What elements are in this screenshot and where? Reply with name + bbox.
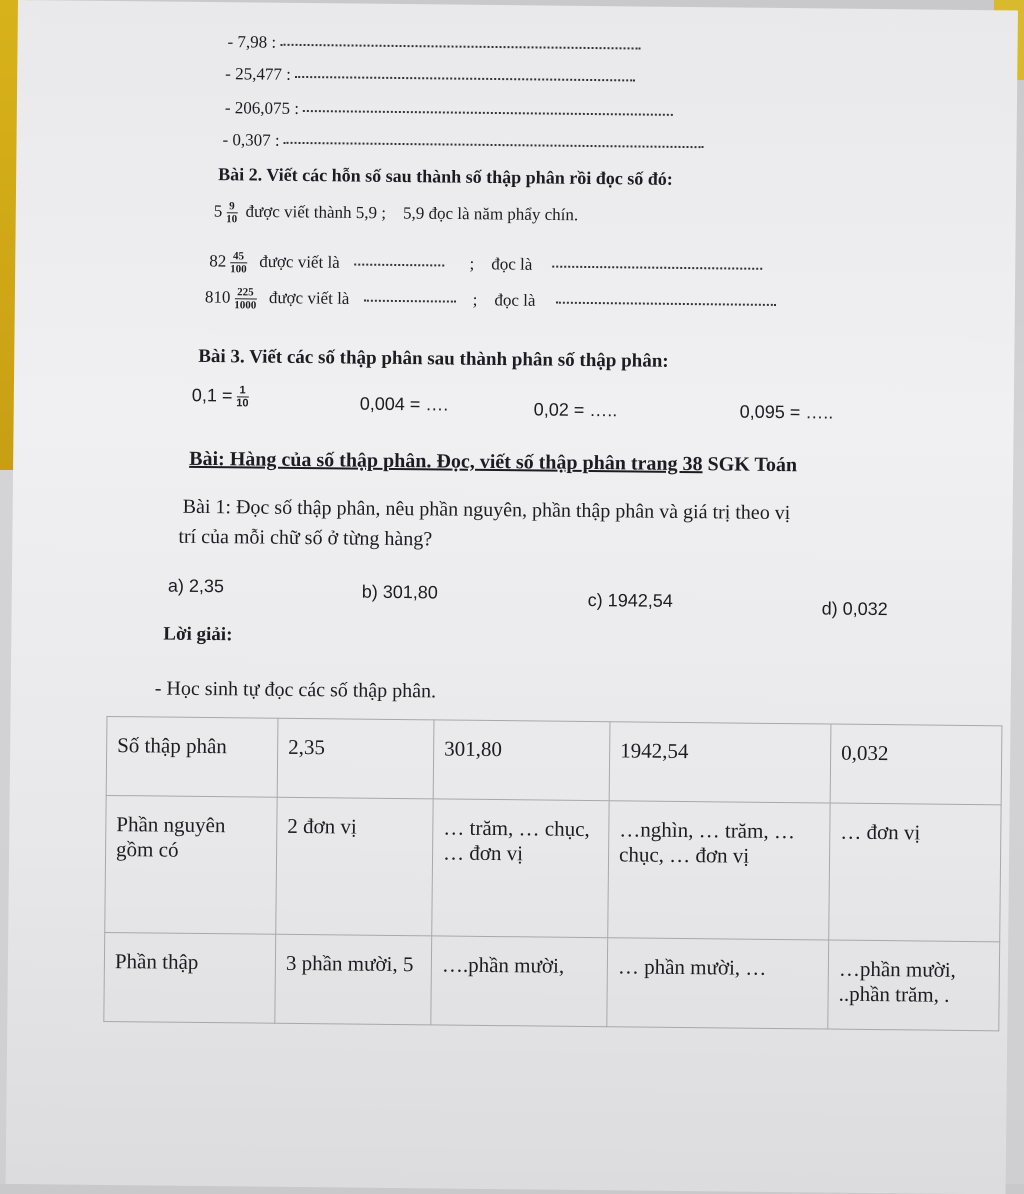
blank-line <box>295 74 635 81</box>
table-cell: … đơn vị <box>829 803 1001 942</box>
fraction-denominator: 100 <box>230 263 247 276</box>
row-label: được viết là <box>268 288 350 308</box>
fraction <box>234 286 256 311</box>
table-row <box>106 716 1002 804</box>
bai1-option: a) 2,35 <box>167 575 225 597</box>
bai3-item: 0,02 = ….. <box>533 399 618 421</box>
example-left: 0,1 = <box>191 385 233 406</box>
bai2-row <box>209 250 763 281</box>
table-cell: … phần mười, … <box>607 938 829 1029</box>
blank-line <box>553 265 763 270</box>
bai3-title: Bài 3. Viết các số thập phân sau thành phân số thập phân: <box>198 345 669 372</box>
loi-giai-label: Lời giải: <box>163 623 233 646</box>
fraction-numerator: 9 <box>226 200 237 213</box>
table-cell: Phần nguyên gồm có <box>105 795 277 934</box>
list-item <box>222 130 704 155</box>
fraction <box>230 250 247 275</box>
example-text: được viết thành 5,9 ; <box>245 201 387 223</box>
table-cell: 3 phần mười, 5 <box>275 934 432 1025</box>
table-cell: Phần thập <box>104 932 276 1023</box>
bai3-item: 0,095 = ….. <box>739 401 834 423</box>
section-heading <box>189 448 797 477</box>
table-cell: ….phần mười, <box>431 936 608 1027</box>
blank-line <box>284 140 704 147</box>
note-text: - Học sinh tự đọc các số thập phân. <box>154 677 437 703</box>
section-heading-tail: SGK Toán <box>702 453 798 477</box>
blank-line <box>303 109 673 116</box>
fraction <box>236 384 249 409</box>
bai1-text-line2: trí của mỗi chữ số ở từng hàng? <box>178 525 433 551</box>
table-cell: 2 đơn vị <box>276 797 433 936</box>
table-cell: Số thập phân <box>106 716 278 797</box>
table-cell: 301,80 <box>433 720 610 801</box>
list-item-text: - 206,075 : <box>224 98 300 118</box>
fraction-numerator: 45 <box>230 250 247 263</box>
mixed-whole: 82 <box>209 251 227 271</box>
fraction-denominator: 10 <box>226 213 238 226</box>
table-cell: … trăm, … chục, … đơn vị <box>432 799 609 938</box>
read-label: đọc là <box>491 254 533 274</box>
blank-line <box>354 263 444 267</box>
table-row <box>105 795 1001 941</box>
blank-line <box>280 42 640 49</box>
fraction-numerator: 1 <box>236 384 248 397</box>
bai1-option: b) 301,80 <box>361 581 438 603</box>
list-item <box>225 64 635 88</box>
fraction <box>226 200 237 225</box>
row-label: được viết là <box>259 251 340 272</box>
read-label: đọc là <box>494 290 536 310</box>
list-item-text: - 7,98 : <box>227 32 277 52</box>
fraction-numerator: 225 <box>234 286 256 299</box>
bai3-example <box>192 384 253 410</box>
bai2-example <box>214 200 579 229</box>
table-cell: 1942,54 <box>609 722 831 803</box>
table-cell: 2,35 <box>277 718 434 799</box>
list-item <box>227 32 640 56</box>
list-item-text: - 25,477 : <box>225 64 291 84</box>
decimal-table <box>103 716 1002 1031</box>
table-row <box>104 932 1000 1030</box>
table-cell: …nghìn, … trăm, … chục, … đơn vị <box>608 801 830 940</box>
blank-line <box>556 301 776 306</box>
bai1-text-line1: Bài 1: Đọc số thập phân, nêu phần nguyên, phần thập phân và giá trị theo vị <box>182 495 791 525</box>
mixed-whole: 5 <box>213 201 223 221</box>
table-cell: …phần mười, ..phần trăm, . <box>828 940 1000 1031</box>
section-heading-text: Bài: Hàng của số thập phân. Đọc, viết số thập phân trang 38 <box>189 447 703 476</box>
bai2-row <box>205 286 776 317</box>
table-cell: 0,032 <box>830 724 1002 805</box>
list-item <box>225 98 674 123</box>
bai1-option: c) 1942,54 <box>587 589 673 611</box>
bai3-item: 0,004 = …. <box>359 393 449 415</box>
fraction-denominator: 1000 <box>234 299 257 312</box>
example-read: 5,9 đọc là năm phẩy chín. <box>402 203 579 225</box>
bai2-title: Bài 2. Viết các hỗn số sau thành số thập phân rồi đọc số đó: <box>218 164 673 189</box>
bai1-option: d) 0,032 <box>821 598 888 620</box>
separator: ; <box>469 254 475 274</box>
mixed-whole: 810 <box>204 287 231 307</box>
blank-line <box>364 299 456 303</box>
separator: ; <box>472 290 478 310</box>
fraction-denominator: 10 <box>236 397 249 410</box>
worksheet-page <box>6 0 1018 1194</box>
list-item-text: - 0,307 : <box>222 130 280 150</box>
